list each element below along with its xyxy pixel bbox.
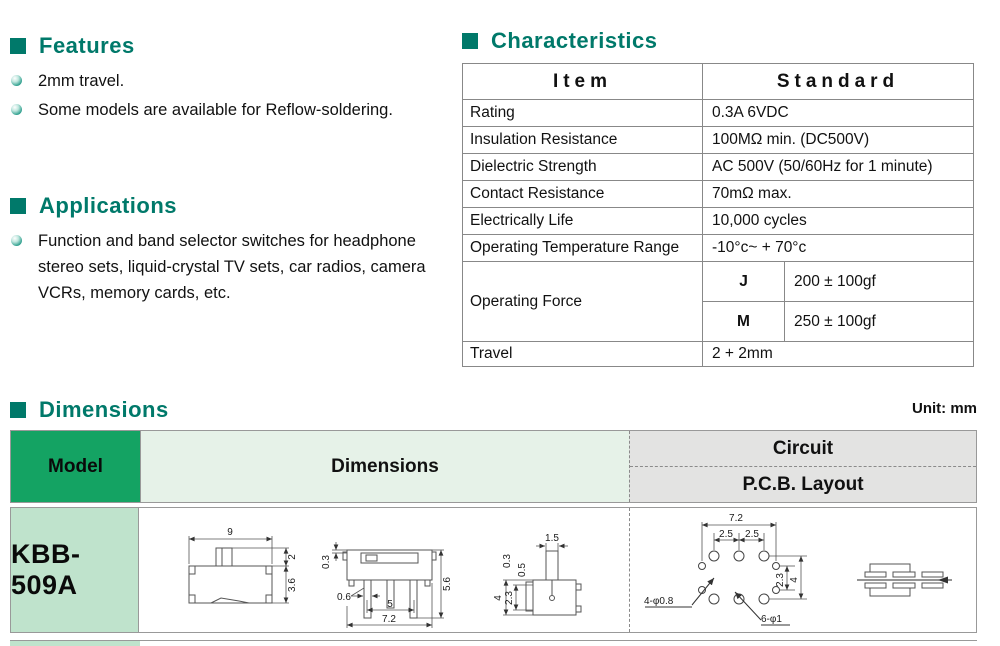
dim-edge2: 0.5 bbox=[517, 563, 528, 577]
row-label: Contact Resistance bbox=[463, 181, 703, 208]
feature-item bbox=[10, 68, 432, 94]
dim-row-gap: 2.3 bbox=[775, 573, 786, 587]
application-item-text: Function and band selector switches for headphone stereo sets, liquid-crystal TV sets, car radios, camera VCRs, memory cards, etc. bbox=[38, 232, 426, 302]
dimensions-table-header bbox=[10, 430, 977, 503]
col-header-circuit-group bbox=[629, 431, 976, 502]
feature-item-text: Some models are available for Reflow-soldering. bbox=[38, 101, 393, 119]
row-label: Operating Force bbox=[463, 262, 703, 342]
dimension-drawings bbox=[139, 508, 629, 634]
dim-overall-height: 4 bbox=[789, 577, 800, 583]
row-value: 2 + 2mm bbox=[703, 342, 974, 367]
front-view-dim-lines bbox=[189, 536, 289, 603]
dim-inner: 2.3 bbox=[504, 591, 515, 605]
applications-section bbox=[10, 193, 440, 309]
characteristics-section bbox=[462, 28, 974, 367]
feature-item bbox=[10, 97, 432, 123]
bullet-ball-icon bbox=[11, 104, 22, 115]
applications-heading bbox=[10, 193, 440, 219]
features-list bbox=[10, 68, 432, 123]
row-value: 100MΩ min. (DC500V) bbox=[703, 127, 974, 154]
application-item bbox=[10, 228, 432, 306]
row-label: Operating Temperature Range bbox=[463, 235, 703, 262]
dimensions-heading bbox=[10, 397, 169, 423]
dim-pin-width: 0.6 bbox=[337, 592, 351, 603]
feature-item-text: 2mm travel. bbox=[38, 72, 125, 90]
dim-overall: 7.2 bbox=[729, 513, 743, 524]
characteristics-title: Characteristics bbox=[491, 28, 658, 53]
table-row bbox=[463, 235, 974, 262]
dim-edge: 0.3 bbox=[321, 555, 332, 569]
applications-list bbox=[10, 228, 432, 306]
table-row bbox=[463, 181, 974, 208]
characteristics-table bbox=[462, 63, 974, 367]
dim-pitch-left: 2.5 bbox=[719, 529, 733, 540]
features-title: Features bbox=[39, 33, 135, 58]
table-row bbox=[463, 127, 974, 154]
row-value: 70mΩ max. bbox=[703, 181, 974, 208]
dim-pitch-right: 2.5 bbox=[745, 529, 759, 540]
section-square-icon bbox=[10, 402, 26, 418]
section-square-icon bbox=[10, 198, 26, 214]
row-label: Electrically Life bbox=[463, 208, 703, 235]
dim-knob-height: 2 bbox=[287, 554, 298, 560]
dim-width: 9 bbox=[227, 527, 233, 538]
label-small-holes: 4-φ0.8 bbox=[644, 596, 674, 607]
table-row bbox=[463, 208, 974, 235]
applications-title: Applications bbox=[39, 193, 178, 218]
row-value: 0.3A 6VDC bbox=[703, 100, 974, 127]
dim-top-width: 1.5 bbox=[545, 533, 559, 544]
col-header-item: Item bbox=[463, 64, 703, 100]
front-view-drawing bbox=[189, 548, 272, 603]
next-model-cell-partial bbox=[10, 641, 140, 646]
force-variant-value: 200 ± 100gf bbox=[785, 262, 974, 302]
dimensions-table bbox=[10, 430, 977, 633]
features-section bbox=[10, 33, 440, 126]
circuit-pcb-cell bbox=[629, 508, 976, 632]
unit-label: Unit: mm bbox=[912, 400, 977, 417]
dim-height: 4 bbox=[493, 595, 504, 601]
table-row bbox=[463, 154, 974, 181]
characteristics-header-row bbox=[463, 64, 974, 100]
dimensions-title: Dimensions bbox=[39, 397, 169, 422]
col-header-model: Model bbox=[11, 431, 141, 502]
dimension-drawings-cell bbox=[139, 508, 629, 632]
bullet-ball-icon bbox=[11, 75, 22, 86]
row-label: Travel bbox=[463, 342, 703, 367]
table-row bbox=[463, 100, 974, 127]
side-view-drawing bbox=[526, 551, 581, 615]
force-variant-value: 250 ± 100gf bbox=[785, 302, 974, 342]
dim-edge1: 0.3 bbox=[502, 554, 513, 568]
pcb-layout-drawing bbox=[630, 508, 977, 634]
section-square-icon bbox=[462, 33, 478, 49]
dim-body-height: 3.6 bbox=[287, 578, 298, 592]
row-value: AC 500V (50/60Hz for 1 minute) bbox=[703, 154, 974, 181]
col-header-dimensions: Dimensions bbox=[141, 431, 629, 502]
table-row-travel bbox=[463, 342, 974, 367]
label-large-holes: 6-φ1 bbox=[761, 614, 782, 625]
row-label: Dielectric Strength bbox=[463, 154, 703, 181]
col-header-pcb-layout: P.C.B. Layout bbox=[742, 473, 864, 495]
dim-pin-span: 5 bbox=[387, 599, 393, 610]
table-row-operating-force bbox=[463, 262, 974, 302]
row-label: Rating bbox=[463, 100, 703, 127]
col-header-circuit: Circuit bbox=[630, 431, 976, 467]
circuit-symbol bbox=[857, 564, 952, 596]
next-row-divider bbox=[10, 640, 977, 641]
characteristics-heading bbox=[462, 28, 974, 54]
features-heading bbox=[10, 33, 440, 59]
col-header-standard: Standard bbox=[703, 64, 974, 100]
row-value: 10,000 cycles bbox=[703, 208, 974, 235]
model-name: KBB-509A bbox=[11, 508, 139, 632]
bullet-ball-icon bbox=[11, 235, 22, 246]
force-variant-code: M bbox=[703, 302, 785, 342]
model-row bbox=[10, 507, 977, 633]
dim-height: 5.6 bbox=[442, 577, 453, 591]
dim-overall: 7.2 bbox=[382, 614, 396, 625]
section-square-icon bbox=[10, 38, 26, 54]
force-variant-code: J bbox=[703, 262, 785, 302]
row-value: -10°c~ + 70°c bbox=[703, 235, 974, 262]
row-label: Insulation Resistance bbox=[463, 127, 703, 154]
